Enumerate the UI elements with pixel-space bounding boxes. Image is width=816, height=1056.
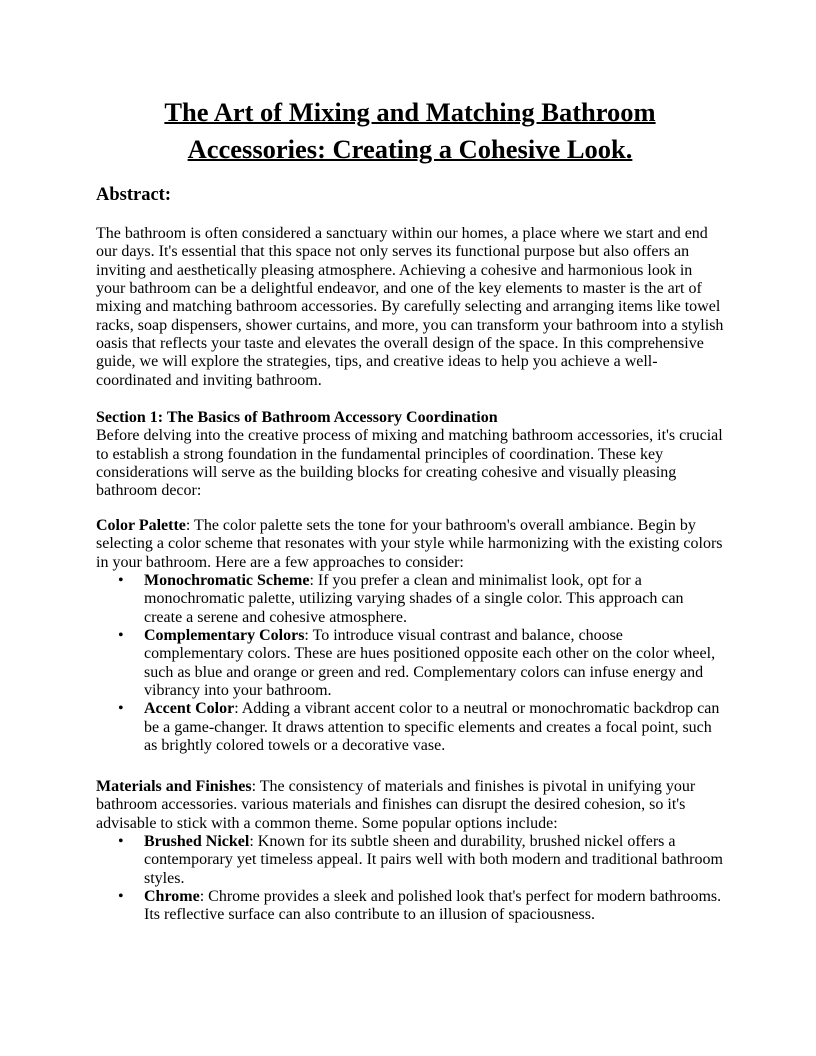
materials-section (96, 778, 724, 925)
color-palette-label: Color Palette (96, 517, 186, 534)
bullet-icon: • (118, 627, 124, 645)
section-1-paragraph: Before delving into the creative process of mixing and matching bathroom accessories, it's crucial to establish a strong foundation in the fundamental principles of coordination. These key considerations will serve as the building blocks for creating cohesive and visually pleasing bathroom decor: (96, 427, 723, 500)
abstract-paragraph: The bathroom is often considered a sanctuary within our homes, a place where we start and end our days. It's essential that this space not only serves its functional purpose but also offers an inviting and aesthetically pleasing atmosphere. Achieving a cohesive and harmonious look in your bathroom can be a delightful endeavor, and one of the key elements to master is the art of mixing and matching bathroom accessories. By carefully selecting and arranging items like towel racks, soap dispensers, shower curtains, and more, you can transform your bathroom into a stylish oasis that reflects your taste and elevates the overall design of the space. In this comprehensive guide, we will explore the strategies, tips, and creative ideas to help you achieve a well-coordinated and inviting bathroom. (96, 225, 724, 389)
list-item: • Brushed Nickel: Known for its subtle sheen and durability, brushed nickel offers a contemporary yet timeless appeal. It pairs well with both modern and traditional bathroom styles. (118, 833, 723, 887)
color-palette-paragraph: Color Palette: The color palette sets the tone for your bathroom's overall ambiance. Begin by selecting a color scheme that resonates with your style while harmonizing with the existing colors in your bathroom. Here are a few approaches to consider: (96, 517, 723, 571)
abstract-heading: Abstract: (96, 185, 172, 205)
materials-paragraph: Materials and Finishes: The consistency of materials and finishes is pivotal in unifying your bathroom accessories. various materials and finishes can disrupt the desired cohesion, so it's advisable to stick with a common theme. Some popular options include: (96, 778, 696, 832)
bullet-icon: • (118, 572, 124, 590)
section-1 (96, 409, 724, 501)
document-title: The Art of Mixing and Matching Bathroom Accessories: Creating a Cohesive Look. (164, 97, 656, 164)
bullet-icon: • (118, 700, 124, 718)
color-palette-section (96, 517, 724, 755)
materials-list (96, 833, 724, 925)
list-item: • Monochromatic Scheme: If you prefer a clean and minimalist look, opt for a monochromatic palette, utilizing varying shades of a single color. This approach can create a serene and cohesive atmosphere. (118, 572, 684, 626)
section-1-heading: Section 1: The Basics of Bathroom Accessory Coordination (96, 409, 498, 426)
bullet-icon: • (118, 833, 124, 851)
color-palette-list (96, 572, 724, 755)
list-item: • Chrome: Chrome provides a sleek and polished look that's perfect for modern bathrooms. Its reflective surface can also contribute to an illusion of spaciousness. (118, 888, 722, 924)
list-item: • Accent Color: Adding a vibrant accent color to a neutral or monochromatic backdrop can be a game-changer. It draws attention to specific elements and creates a focal point, such as brightly colored towels or a decorative vase. (118, 700, 720, 755)
materials-label: Materials and Finishes (96, 778, 252, 795)
list-item: • Complementary Colors: To introduce visual contrast and balance, choose complementary colors. These are hues positioned opposite each other on the color wheel, such as blue and orange or green and red. Complementary colors can infuse energy and vibrancy into your bathroom. (118, 627, 716, 700)
bullet-icon: • (118, 888, 124, 906)
